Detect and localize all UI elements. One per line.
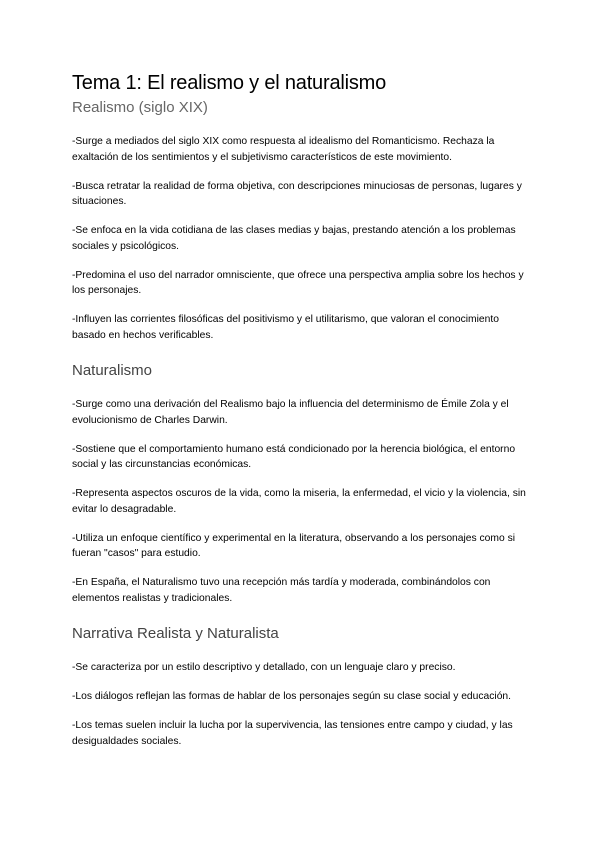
section-narrativa xyxy=(72,624,532,749)
paragraph: -En España, el Naturalismo tuvo una recepción más tardía y moderada, combinándolos con elementos realistas y tradicionales. xyxy=(72,577,491,604)
paragraph: -Los diálogos reflejan las formas de hablar de los personajes según su clase social y educación. xyxy=(72,691,512,702)
document-page xyxy=(72,70,532,753)
section-heading: Realismo (siglo XIX) xyxy=(72,99,208,116)
section-realismo xyxy=(72,98,532,343)
paragraph: -Surge como una derivación del Realismo bajo la influencia del determinismo de Émile Zola y el evolucionismo de Charles Darwin. xyxy=(72,399,509,426)
paragraph: -Predomina el uso del narrador omnisciente, que ofrece una perspectiva amplia sobre los hechos y los personajes. xyxy=(72,269,524,296)
paragraph: -Se enfoca en la vida cotidiana de las clases medias y bajas, prestando atención a los problemas sociales y psicológicos. xyxy=(72,225,516,252)
paragraph: -Busca retratar la realidad de forma objetiva, con descripciones minuciosas de personas, lugares y situaciones. xyxy=(72,180,522,207)
paragraph: -Los temas suelen incluir la lucha por la supervivencia, las tensiones entre campo y ciudad, y las desigualdades sociales. xyxy=(72,720,513,747)
section-heading: Naturalismo xyxy=(72,362,153,379)
paragraph: -Representa aspectos oscuros de la vida, como la miseria, la enfermedad, el vicio y la violencia, sin evitar lo desagradable. xyxy=(72,488,526,515)
section-naturalismo xyxy=(72,361,532,606)
paragraph: -Surge a mediados del siglo XIX como respuesta al idealismo del Romanticismo. Rechaza la exaltación de los sentimientos y el subjetivismo característicos de este movimiento. xyxy=(72,136,495,163)
paragraph: -Se caracteriza por un estilo descriptivo y detallado, con un lenguaje claro y preciso. xyxy=(72,662,456,673)
page-title: Tema 1: El realismo y el naturalismo xyxy=(72,72,387,94)
section-heading: Narrativa Realista y Naturalista xyxy=(72,625,279,642)
paragraph: -Utiliza un enfoque científico y experimental en la literatura, observando a los personajes como si fueran "casos" para estudio. xyxy=(72,532,516,559)
paragraph: -Sostiene que el comportamiento humano está condicionado por la herencia biológica, el entorno social y las circunstancias económicas. xyxy=(72,443,516,470)
paragraph: -Influyen las corrientes filosóficas del positivismo y el utilitarismo, que valoran el conocimiento basado en hechos verificables. xyxy=(72,314,499,341)
